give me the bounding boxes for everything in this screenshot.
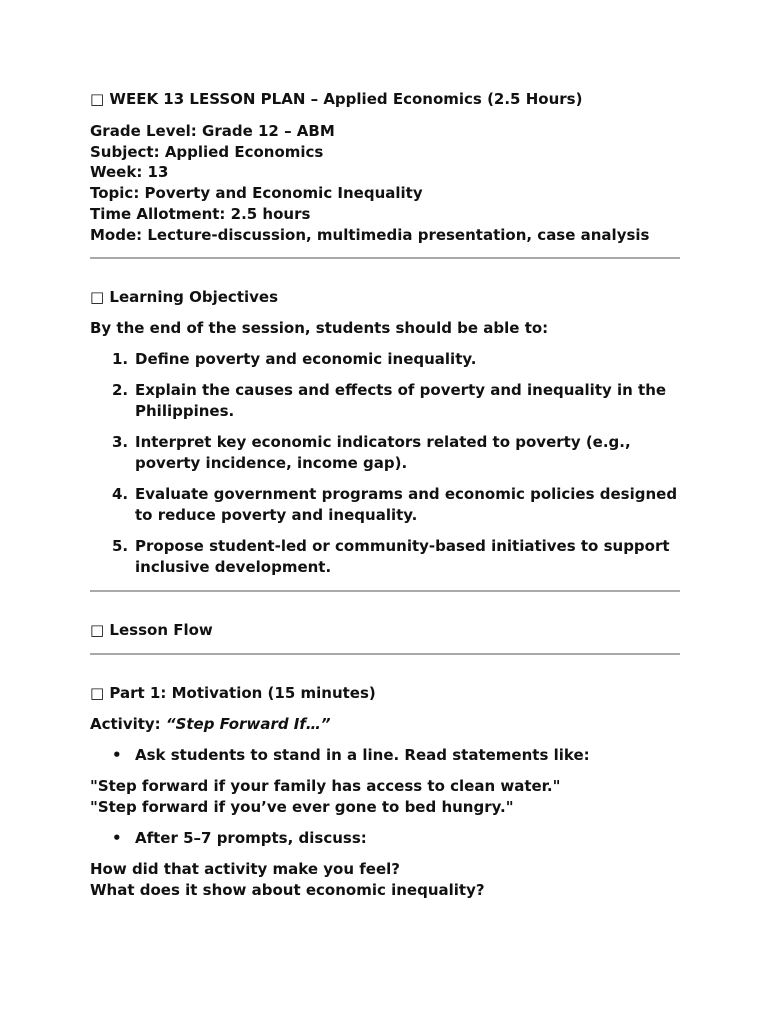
bullet-icon: •: [112, 829, 122, 848]
discussion-questions: [90, 859, 680, 901]
list-item: [90, 349, 680, 370]
lesson-flow-heading: [90, 620, 680, 641]
list-item-text: After 5–7 prompts, discuss:: [135, 829, 367, 848]
list-item-text: Explain the causes and effects of poverty and inequality in the Philippines.: [135, 381, 667, 421]
list-item-text: Propose student-led or community-based initiatives to support inclusive development.: [135, 537, 670, 577]
objectives-list: [90, 349, 680, 578]
part1-bullets-b: [90, 828, 680, 849]
list-item: [90, 432, 680, 474]
lesson-plan-document: [90, 89, 680, 901]
lesson-flow-heading-text: Lesson Flow: [109, 621, 213, 640]
list-item-number: 5.: [112, 537, 129, 556]
list-item-number: 1.: [112, 350, 129, 369]
mode: Mode: Lecture-discussion, multimedia presentation, case analysis: [90, 225, 650, 244]
grade-level: Grade Level: Grade 12 – ABM: [90, 122, 335, 140]
divider: [90, 257, 680, 259]
time-allotment: Time Allotment: 2.5 hours: [90, 204, 311, 223]
statement: "Step forward if you’ve ever gone to bed hungry.": [90, 798, 514, 817]
list-item-number: 4.: [112, 485, 129, 504]
part1-icon: □: [90, 684, 105, 703]
list-item-number: 3.: [112, 433, 129, 452]
divider: [90, 653, 680, 655]
activity-label: Activity:: [90, 715, 166, 734]
statements: [90, 776, 680, 818]
list-item-text: Ask students to stand in a line. Read statements like:: [135, 746, 590, 765]
bullet-icon: •: [112, 746, 122, 765]
list-item: [90, 484, 680, 526]
lesson-meta: [90, 121, 680, 245]
divider: [90, 590, 680, 592]
part1-heading-text: Part 1: Motivation (15 minutes): [109, 684, 376, 703]
document-title-text: WEEK 13 LESSON PLAN – Applied Economics (2.5 Hours): [109, 90, 583, 108]
document-title: [90, 89, 680, 110]
lesson-flow-icon: □: [90, 621, 105, 640]
document-icon: □: [90, 90, 105, 108]
activity-name: “Step Forward If…”: [165, 715, 331, 734]
objectives-icon: □: [90, 288, 105, 307]
list-item: [90, 380, 680, 422]
objectives-heading-text: Learning Objectives: [109, 288, 279, 307]
list-item: [90, 745, 680, 766]
list-item-text: Interpret key economic indicators related to poverty (e.g., poverty incidence, income gap).: [135, 433, 631, 473]
objectives-heading: [90, 287, 680, 308]
subject: Subject: Applied Economics: [90, 142, 324, 161]
question: What does it show about economic inequality?: [90, 881, 485, 900]
list-item-text: Evaluate government programs and economic policies designed to reduce poverty and inequality.: [135, 485, 678, 525]
list-item: [90, 828, 680, 849]
part1-bullets-a: [90, 745, 680, 766]
week: Week: 13: [90, 163, 169, 182]
list-item: [90, 536, 680, 578]
list-item-text: Define poverty and economic inequality.: [135, 350, 477, 369]
activity-line: [90, 714, 680, 735]
list-item-number: 2.: [112, 381, 129, 400]
part1-heading: [90, 683, 680, 704]
question: How did that activity make you feel?: [90, 860, 400, 879]
statement: "Step forward if your family has access to clean water.": [90, 777, 561, 796]
objectives-intro: By the end of the session, students should be able to:: [90, 319, 549, 338]
topic: Topic: Poverty and Economic Inequality: [90, 184, 423, 203]
